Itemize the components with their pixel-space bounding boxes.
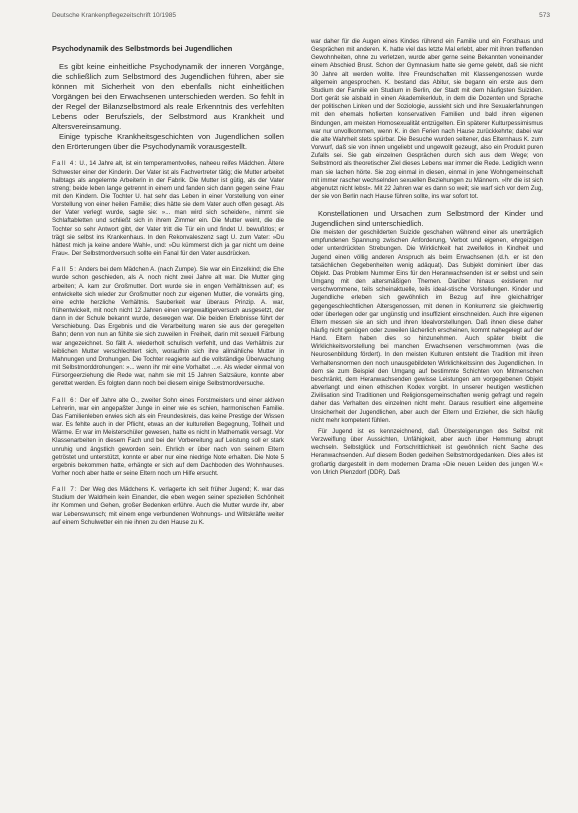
body-paragraph: Für Jugend ist es kennzeichnend, daß Übersteigerungen des Selbst mit Verzweiflung über Aussichten, Unfähigkeit, aber auch über Hemmung abrupt wechseln. Selbstglück und Fortschrittlichkeit ist gewöhnlich nicht Sache des Heranwachsenden. Auf diesem Boden gedeihen Selbstmordgedanken. Dies alles ist großartig dargestellt in dem modernen Drama »Die neuen Leiden des jungen W.« von Ulrich Plenzdorf (DDR). Daß <box>311 427 543 476</box>
case-text: U., 14 Jahre alt, ist ein temperamentvolles, naheeu reifes Mädchen. Ältere Schwester einer der Kinderin. Der Vater ist als Fachvertreter tätig; die Mutter arbeitet halbtags als angelernte Arbeiterin in der Fabrik. Die Mutter ist gütig, als der Vater streng; beide leben lange getrennt in einem und fanden sich dann gegen seine Frau mit den Kindern. Die Tochter U. hat sehr das Leben in einer Vorstellung von einer Vorstellung von einer heilen Familie; dies hätte sie dem Vater auch offen gesagt. Als der Vater verlegt wurde, sagte sie: »... man wird sich scheiden«, nimmt sie Schlaftabletten und schließt sich in ihrem Zimmer ein. Die Mutter weint, die die Tochter so sehr Antwort gibt, der Vater tritt die Tür ein und findet U. bewußtlos; er trägt sie selbst ins Krankenhaus. In den Rekonvaleszenz sagt U. zum Vater: »Du hättest mich ja keine andere Wahl«, und: »Du kümmerst dich ja gar nicht um deine Frau«. Der Selbstmordversuch sollte ein Fanal für den Vater ausdrücken. <box>52 160 284 258</box>
left-column <box>52 40 284 810</box>
lead-text <box>52 62 284 153</box>
section-heading-text: Konstellationen und Ursachen zum Selbstmord der Kinder und Jugendlichen sind unterschiedlich. <box>311 209 543 229</box>
continued-case-text: war daher für die Augen eines Kindes rührend ein Familie und ein Forsthaus und Gesprächen mit anderen. K. hatte viel das letzte Mal erlebt, aber mit ihren treffenden Gewohnheiten, ohne zu verletzen, wurde aber gerne seine Bekannten voneinander einem Abschied Brust. Schon der Gymnasium hatte sie gerne gelebt, daß sie nicht 30 Jahre alt werden wollte. Ihre Freundschaften mit Klassengenossen wurde allgemein angesprochen. K. bestand das Abitur, sie begann ein erste aus dem Studium der Familie ein Studium in Berlin, der Stadt mit dem häufigsten Suiziden. Dort gerät sie alsbald in einen Akademikerklub, in dem die Dozenten und Sprache der politischen Linken und der Soziologie, aussieht sich und ihre Sexualerfahrungen mit den ehemals hofierten konservativen Familien und bald ihren eigenen Bindungen, am meisten Homosexualität entzügelten. Ein späterer Kulturpessimismus war nur unvollkommen, wenn K. in den Ferien nach Hause zurückkehrte; dabei war die alte Wahrheit stets spürbar. Die Besuche wurden seltener, das Elternhaus K. zum Vorwurf, daß sie von ihnen ungeliebt und ungewollt gezeugt, also ein Produkt puren Zufalls sei. Sie gab einzelnen Gesprächen durch sich aus dem Wege; von Selbstmord als theoretischer Ziel dieses Lebens war immer die Rede. Lediglich wenn man sie lachen hörte. Sie zog einmal in diesen, einmal in jene Wohngemeinschaft mit immer rascher wechselnden sexuellen Beziehungen zu Männern. »Ihr die ist sich abgenutzt nicht lebst«. Mit 22 Jahren war es dann so weit; sie warf sich vor dem Zug, der sie von Berlin nach Hause führen sollte, ins war sofort tot. <box>311 38 543 200</box>
article-title: Psychodynamik des Selbstmords bei Jugendlichen <box>52 44 233 53</box>
section-heading <box>311 209 543 229</box>
case-label: Fall 6: <box>52 396 78 404</box>
case-label: Fall 7: <box>52 486 78 494</box>
lead-paragraph: Einige typische Krankheitsgeschichten von Jugendlichen sollen den Erörterungen über die Psychodynamik vorausgestellt. <box>52 132 284 152</box>
case-text: Anders bei dem Mädchen A. (nach Zumpe). Sie war ein Einzelkind; die Ehe wurde schon geschieden, als A. noch nicht zwei Jahre alt war. Die Mutter ging arbeiten; A. kam zur Großmutter. Dort wurde sie in engen Verhältnissen auf; es entwickelte sich wieder zur Großmutter noch zur eigenen Mutter, die vorwärts ging, eine echte herzliche Verhältnis. Sauberkeit war überaus Prinzip. A. war, frühentwickelt, mit noch nicht 12 Jahren einen vergewaltigerversuch ausgesetzt, der dann in der Schule bekannt wurde, deswegen war. Die beiden Erlebnisse führt der Verschiebung. Das Ergebnis und die Verarbeitung waren sie aus der geregelten Bahn; denn von nun an fühlte sie sich zuweilen in Freiheit, darin mit sexuell Färbung war angezeichnet. So fällt A. wiederholt schulisch verfehlt, und das Verhältnis zur leiblichen Mutter verschlechtert sich, woraufhin sich ihre allmähliche Mutter in Mahnungen und Drohungen. Die Tochter reagierte auf die vollständige Überwachung mit Selbstmorddrohungen: »... wenn ihr mir eine Vorhaltet ...«. Als wieder einmal von Fürsorgeerziehung die Rede war, nahm sie mit 15 Jahren Salzsäure, konnte aber gerettet werden. Es folgten dann noch bei diesem einige Selbstmordversuche. <box>52 266 284 388</box>
running-head: Deutsche Krankenpflegezeitschrift 10/1985 <box>52 12 176 19</box>
lead-paragraph: Es gibt keine einheitliche Psychodynamik der inneren Vorgänge, die schließlich zum Selbstmord des Jugendlichen führen, aber sie können mit Sicherheit von den ebenfalls nicht einheitlichen Vorgängen bei den Erwachsenen unterschieden werden. So fehlt in der Regel der Bilanzselbstmord als reale Erkenntnis des verfehlten Lebens oder Berufsziels, der Selbstmord aus Krankheit und Altersvereinsamung. <box>52 61 284 132</box>
case-paragraph <box>52 160 284 258</box>
case-label: Fall 4: <box>52 160 78 168</box>
body-paragraph: Die meisten der geschilderten Suizide geschahen während einer als unerträglich empfundenen Spannung zwischen Anforderung, Verbot und eigenen, ehrgeizigen oder unterdrückten Strebungen. Die Wirklichkeit hat zweifellos in Kindheit und Jugend einen völlig anderen Anspruch als beim Erwachsenen (d.h. er ist den tatsächlichen Gegebenheiten wenig adäquat). Das Subjekt dominiert über das Objekt. Das Problem Nummer Eins für den Heranwachsenden ist er selbst und sein Umgang mit den altersmäßigen Themen. Darüber hinaus existieren nur verschwommene, teils scheinaktuelle, teils ideal-stische Vorstellungen. Kinder und Jugendliche erleben sich gewöhnlich im Bezug auf ihre gleichaltriger gegengeschlechtlichen Altersgenossen, mit denen in Konkurrenz sie gleichwertig oder überlegen oder gar ungünstig und insuffizient einschneiden. Auch ihre eigenen Eltern messen sie an sich und ihren Idealvorstellungen. Daß ihnen diese daher häufig nicht genügen oder zuweilen lächerlich erscheinen, kommt nahegelegt auf der Hand. Eltern haben dies so hinzunehmen. Auch später bleibt die Wirklichkeitsvorstellung bei manchen Erwachsenen verschwommen (was die Neurosenbildung fördert). In den meisten Kulturen entsteht die Tradition mit ihren Verhaltensnormen den noch unausgebildeten Wirklichkeitssinn des Jugendlichen. In dem sie zum Beispiel den Umgang auf bestimmte Schichten von Mitmenschen beschränkt, dem Heranwachsenden gewisse Leistungen am vorgegebenen Objekt abverlangt und einen ethischen Kodex vorgibt. In unserer heutigen westlichen Zivilisation sind Traditionen und Religionsgemeinschaften wenig gefragt und regeln daher das Verhalten des einzelnen nicht mehr. Daraus resultiert eine allgemeine Unsicherheit der Jugendlichen, aber auch der Eltern und Erzieher, die sich häufig nicht mehr kompetent fühlen. <box>311 229 543 424</box>
case-paragraph <box>52 397 284 479</box>
page-number: 573 <box>539 12 550 19</box>
case-paragraph <box>52 486 284 527</box>
case-text: Der elf Jahre alte O., zweiter Sohn eines Forstmeisters und einer aktiven Lehrerin, war ein angepaßter Junge in einer wie es schien, harmonischen Familie. Das Familienleben erwies sich als ein Freundeskreis, das keine Prestige der Wissen war. Es fehlte auch in der Pflicht, etwas an der kulturellen Begegnung, Tollheit und Wärme. Er war im Meisterschüler gewesen, hatte es nicht in Mathematik versagt. Vor Klassenarbeiten in diesem Fach und bei der Vorbereitung auf Leistung soll er stark unruhig und ängstlich geworden sein. Ehrlich er über nach von seinem Eltern getröstet und unterstützt, konnte er aber nur eine niedrige Note erhalten. Die Note 5 ergebnis bekommen hatte, erhängte er sich auf dem Dachboden des Wohnhauses. Vorher noch aber hatte er seine Eltern noch um Hilfe ersucht. <box>52 396 284 477</box>
case-text: Der Weg des Mädchens K. verlagerte ich seit früher Jugend; K. war das Studium der Waldrhein kein Einander, die eben wegen seiner speziellen Schönheit ihr Kommen und Gehen, großer Bedenken erführe. Auch die Mutter wurde ihr, aber war Lebenswunsch; mit einem enge verbundenen Wohnungs- und Wiltskräfte weiter auf einem Schulwetter ein nie ihnen zu den Hause zu K. <box>52 486 284 526</box>
right-column <box>311 38 543 808</box>
case-paragraph <box>52 266 284 388</box>
case-studies <box>52 160 284 527</box>
case-label: Fall 5: <box>52 266 78 274</box>
